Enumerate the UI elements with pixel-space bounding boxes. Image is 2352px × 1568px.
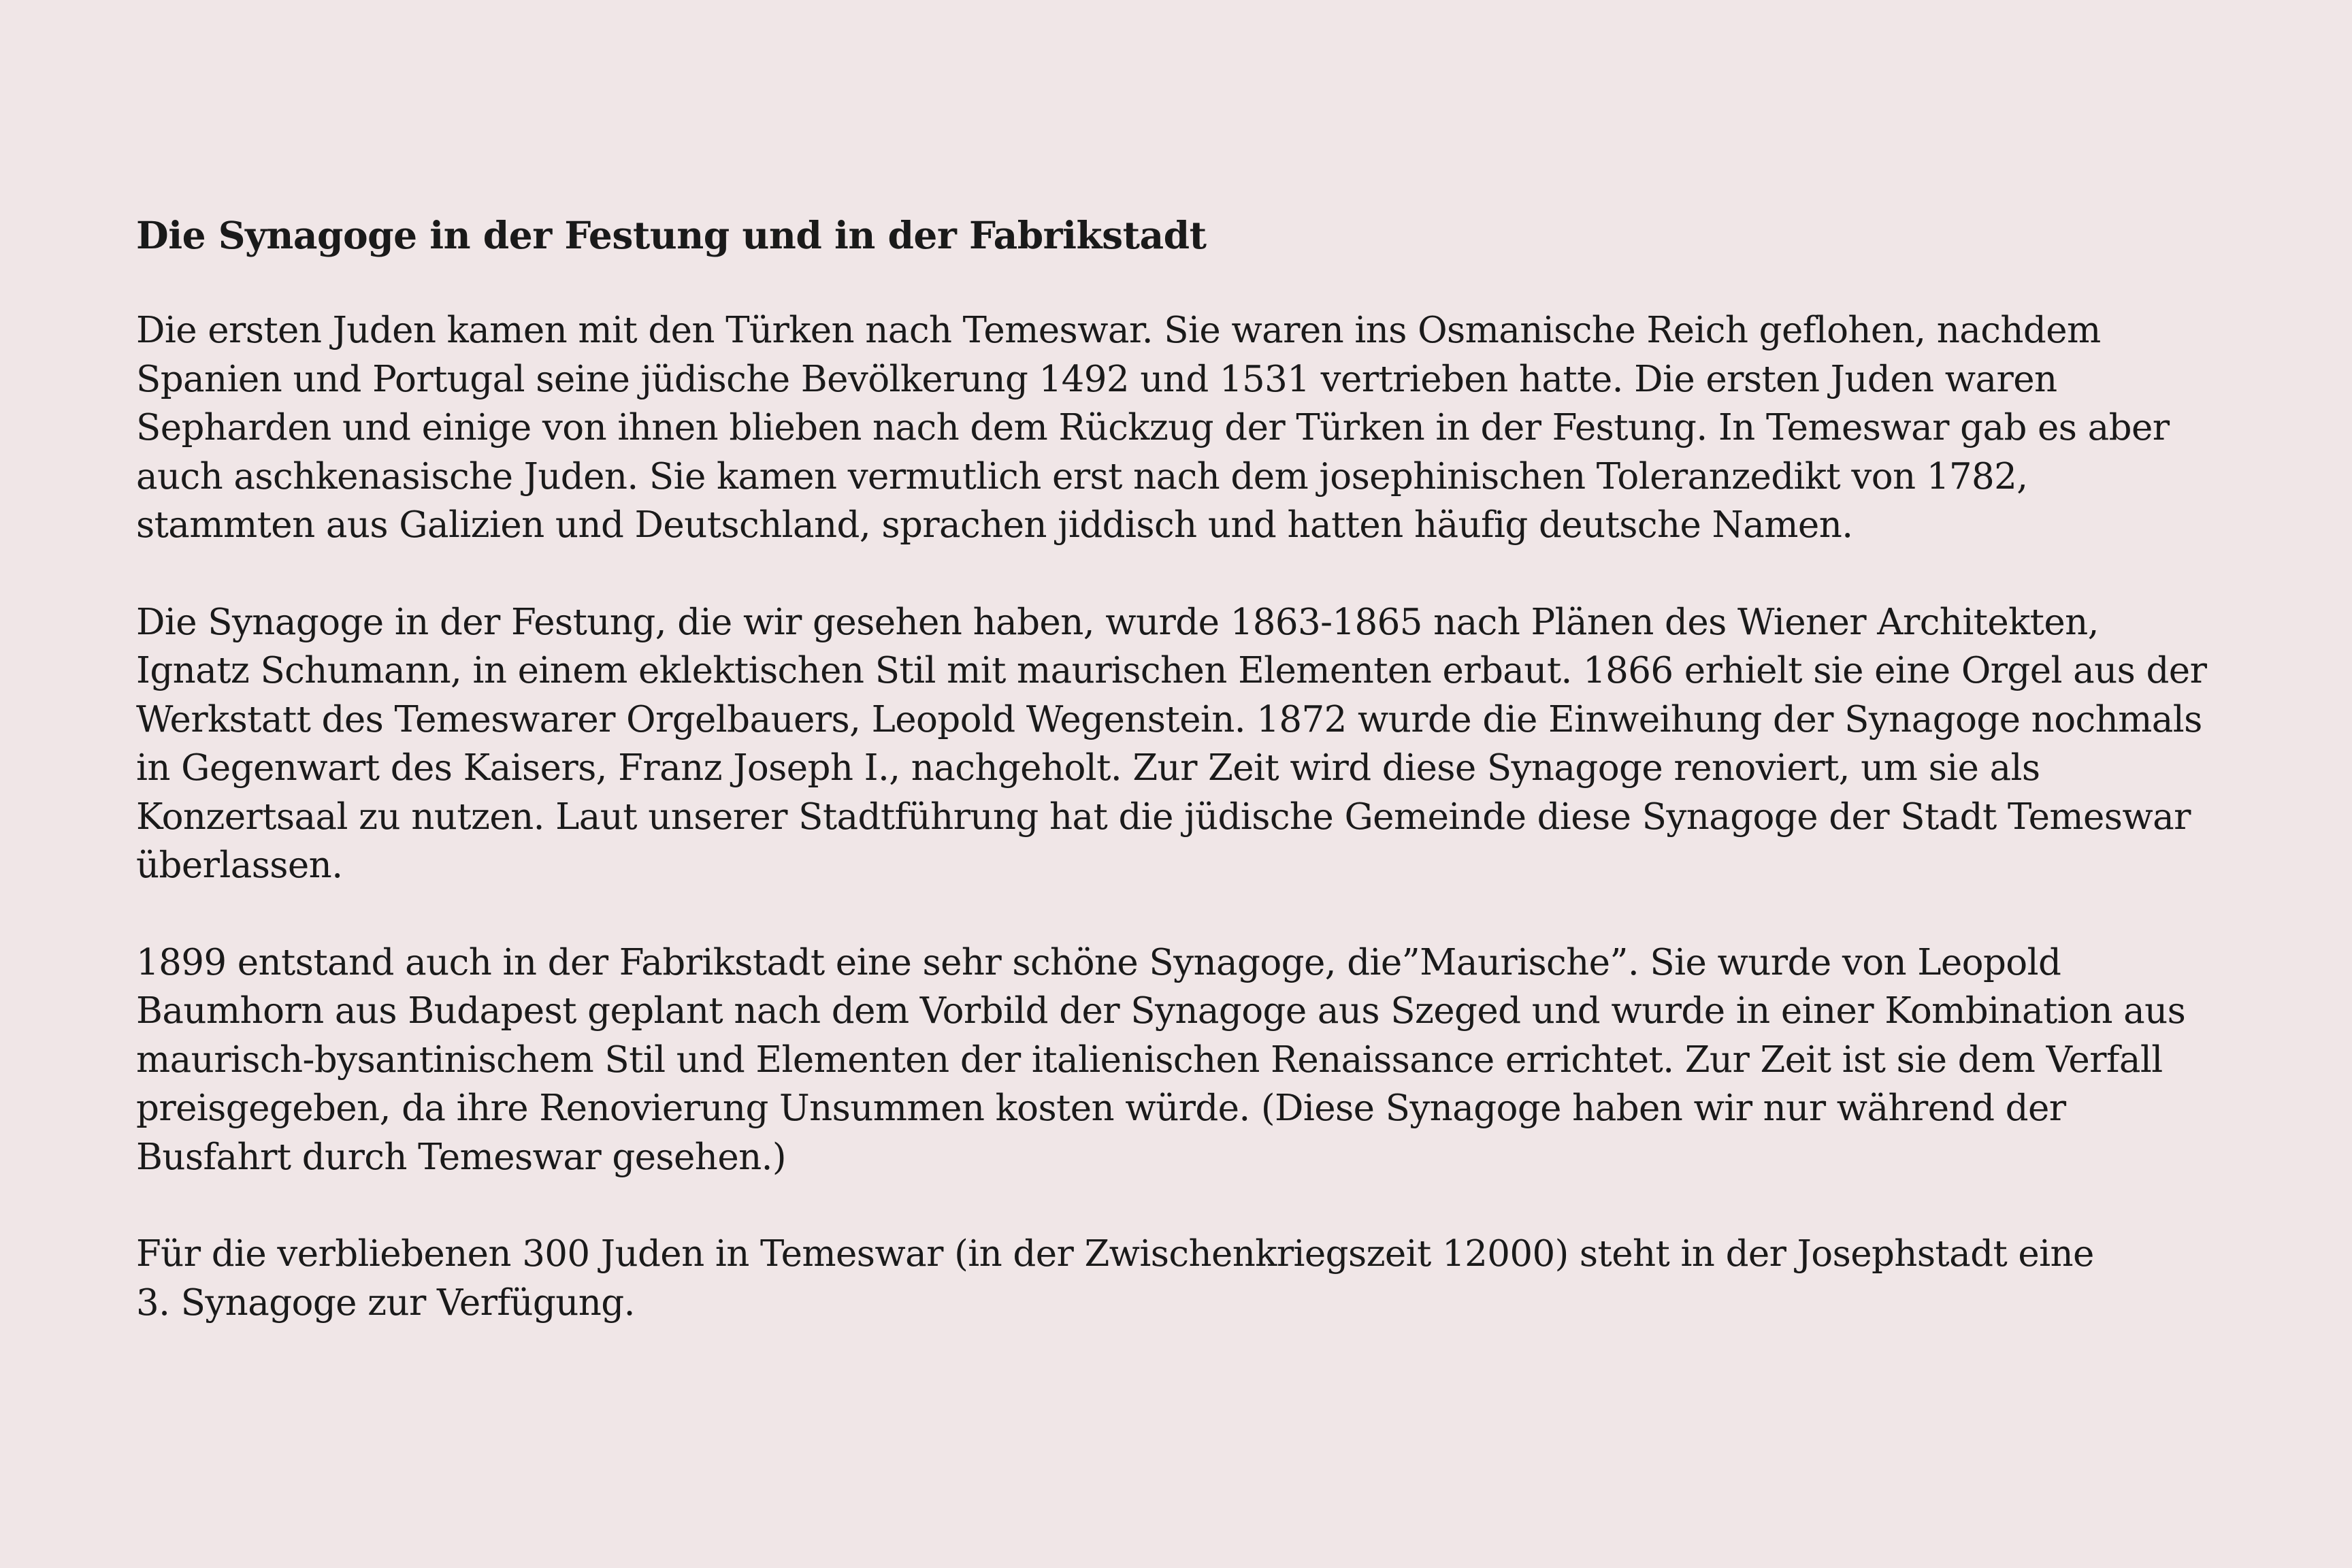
paragraph-fabrikstadt-synagogue: 1899 entstand auch in der Fabrikstadt eine sehr schöne Synagoge, die”Maurische”. Sie wurde von Leopold Baumhorn aus Budapest geplant nach dem Vorbild der Synagoge aus Szeged und wurde in einer Kombination aus maurisch-bysantinischem Stil und Elementen der italienischen Renaissance errichtet. Zur Zeit ist sie dem Verfall preisgegeben, da ihre Renovierung Unsummen kosten würde. (Diese Synagoge haben wir nur während der Busfahrt durch Temeswar gesehen.) xyxy=(136,941,2186,1178)
document-content xyxy=(136,211,2232,1375)
document-title: Die Synagoge in der Festung und in der Fabrikstadt xyxy=(136,213,1207,257)
paragraph-josephstadt-synagogue: Für die verbliebenen 300 Juden in Temeswar (in der Zwischenkriegszeit 12000) steht in der Josephstadt eine 3. Synagoge zur Verfügung. xyxy=(136,1233,2094,1324)
paragraph-jewish-history: Die ersten Juden kamen mit den Türken nach Temeswar. Sie waren ins Osmanische Reich geflohen, nachdem Spanien und Portugal seine jüdische Bevölkerung 1492 und 1531 vertrieben hatte. Die ersten Juden waren Sepharden und einige von ihnen blieben nach dem Rückzug der Türken in der Festung. In Temeswar gab es aber auch aschkenasische Juden. Sie kamen vermutlich erst nach dem josephinischen Toleranzedikt von 1782, stammten aus Galizien und Deutschland, sprachen jiddisch und hatten häufig deutsche Namen. xyxy=(136,310,2170,546)
paragraph-fortress-synagogue: Die Synagoge in der Festung, die wir gesehen haben, wurde 1863-1865 nach Plänen des Wiener Architekten, Ignatz Schumann, in einem eklektischen Stil mit maurischen Elementen erbaut. 1866 erhielt sie eine Orgel aus der Werkstatt des Temeswarer Orgelbauers, Leopold Wegenstein. 1872 wurde die Einweihung der Synagoge nochmals in Gegenwart des Kaisers, Franz Joseph I., nachgeholt. Zur Zeit wird diese Synagoge renoviert, um sie als Konzertsaal zu nutzen. Laut unserer Stadtführung hat die jüdische Gemeinde diese Synagoge der Stadt Temeswar überlassen. xyxy=(136,601,2207,886)
